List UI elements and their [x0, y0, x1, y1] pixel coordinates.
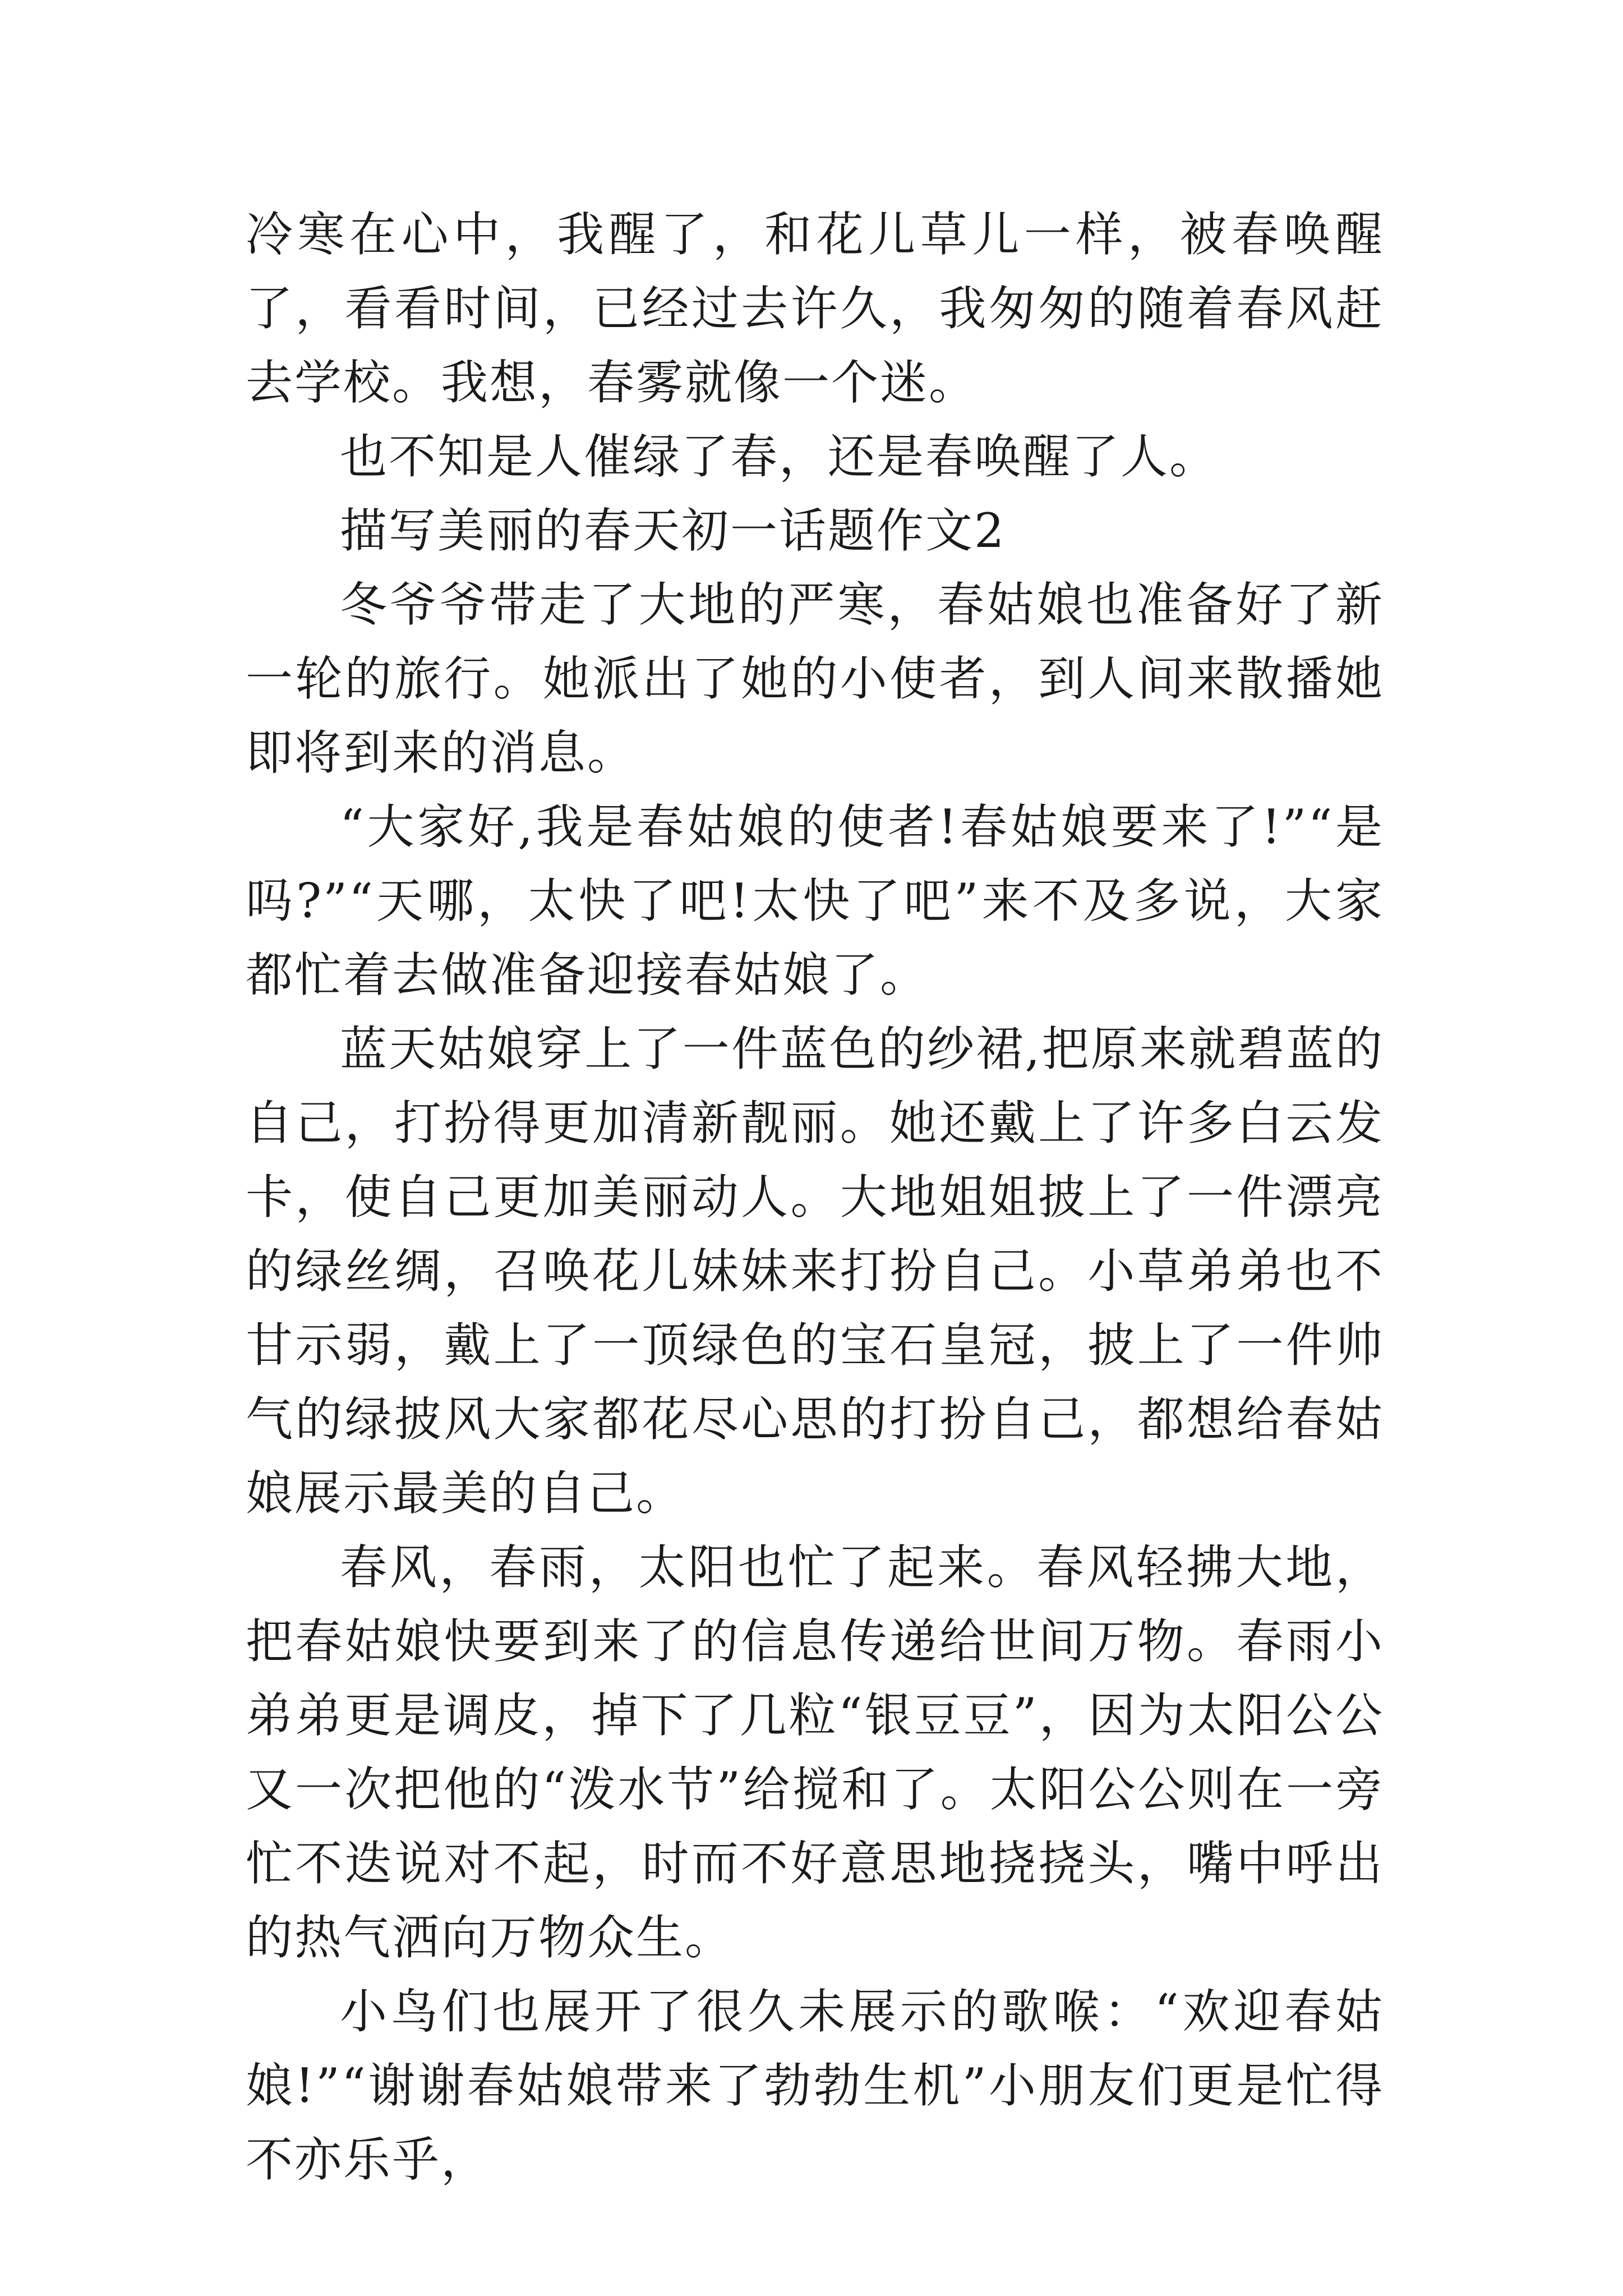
document-body: [246, 197, 1384, 2197]
paragraph-3: 冬爷爷带走了大地的严寒，春姑娘也准备好了新一轮的旅行。她派出了她的小使者，到人间来散播她即将到来的消息。: [246, 577, 1384, 780]
section-heading: 描写美丽的春天初一话题作文2: [340, 503, 1006, 558]
paragraph-4: “大家好,我是春姑娘的使者!春姑娘要来了!”“是吗?”“天哪，太快了吧!太快了吧”来不及多说，大家都忙着去做准备迎接春姑娘了。: [246, 799, 1384, 1002]
paragraph-1: 冷寒在心中，我醒了，和花儿草儿一样，被春唤醒了，看看时间，已经过去许久，我匆匆的随着春风赶去学校。我想，春雾就像一个迷。: [246, 207, 1384, 410]
paragraph-6: 春风，春雨，太阳也忙了起来。春风轻拂大地，把春姑娘快要到来了的信息传递给世间万物。春雨小弟弟更是调皮，掉下了几粒“银豆豆”，因为太阳公公又一次把他的“泼水节”给搅和了。太阳公公则在一旁忙不迭说对不起，时而不好意思地挠挠头，嘴中呼出的热气洒向万物众生。: [246, 1540, 1384, 1965]
paragraph-7: 小鸟们也展开了很久未展示的歌喉：“欢迎春姑娘!”“谢谢春姑娘带来了勃勃生机”小朋友们更是忙得不亦乐乎，: [246, 1984, 1384, 2187]
paragraph-5: 蓝天姑娘穿上了一件蓝色的纱裙,把原来就碧蓝的自己，打扮得更加清新靓丽。她还戴上了许多白云发卡，使自己更加美丽动人。大地姐姐披上了一件漂亮的绿丝绸，召唤花儿妹妹来打扮自己。小草弟弟也不甘示弱，戴上了一顶绿色的宝石皇冠，披上了一件帅气的绿披风大家都花尽心思的打扮自己，都想给春姑娘展示最美的自己。: [246, 1022, 1384, 1521]
paragraph-2: 也不知是人催绿了春，还是春唤醒了人。: [340, 429, 1219, 484]
